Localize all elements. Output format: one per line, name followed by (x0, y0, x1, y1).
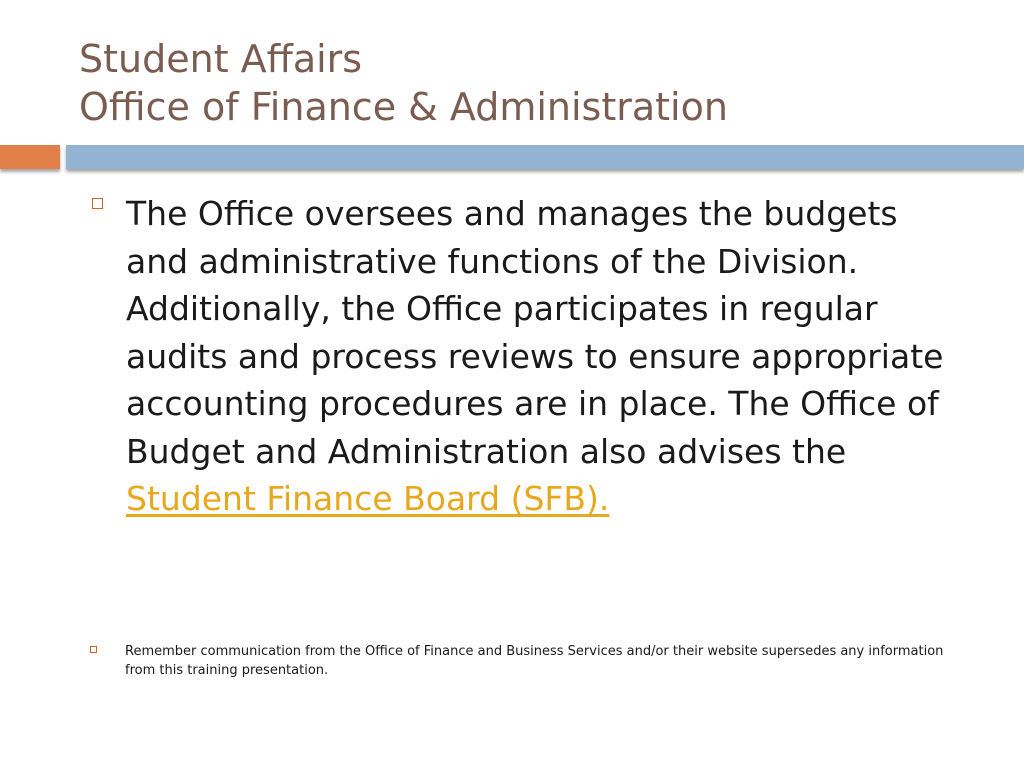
main-bullet-body: The Office oversees and manages the budgets and administrative functions of the Division. Additionally, the Office participates in regular audits and process reviews to ensure appropriate accounting procedures are in place. The Office of Budget and Administration also advises the (126, 194, 944, 471)
note-bullet-text: Remember communication from the Office of Finance and Business Services and/or their website supersedes any information from this training presentation. (125, 644, 944, 678)
square-bullet-icon (90, 646, 97, 653)
square-bullet-icon (92, 198, 103, 209)
orange-accent-bar (0, 145, 60, 169)
slide-title (79, 35, 979, 131)
slide-title-line-1: Student Affairs (79, 37, 363, 81)
slide-title-line-2: Office of Finance & Administration (79, 85, 728, 129)
sfb-link[interactable]: Student Finance Board (SFB). (126, 479, 610, 518)
main-bullet-text (126, 190, 956, 523)
blue-divider-bar (66, 145, 1024, 169)
